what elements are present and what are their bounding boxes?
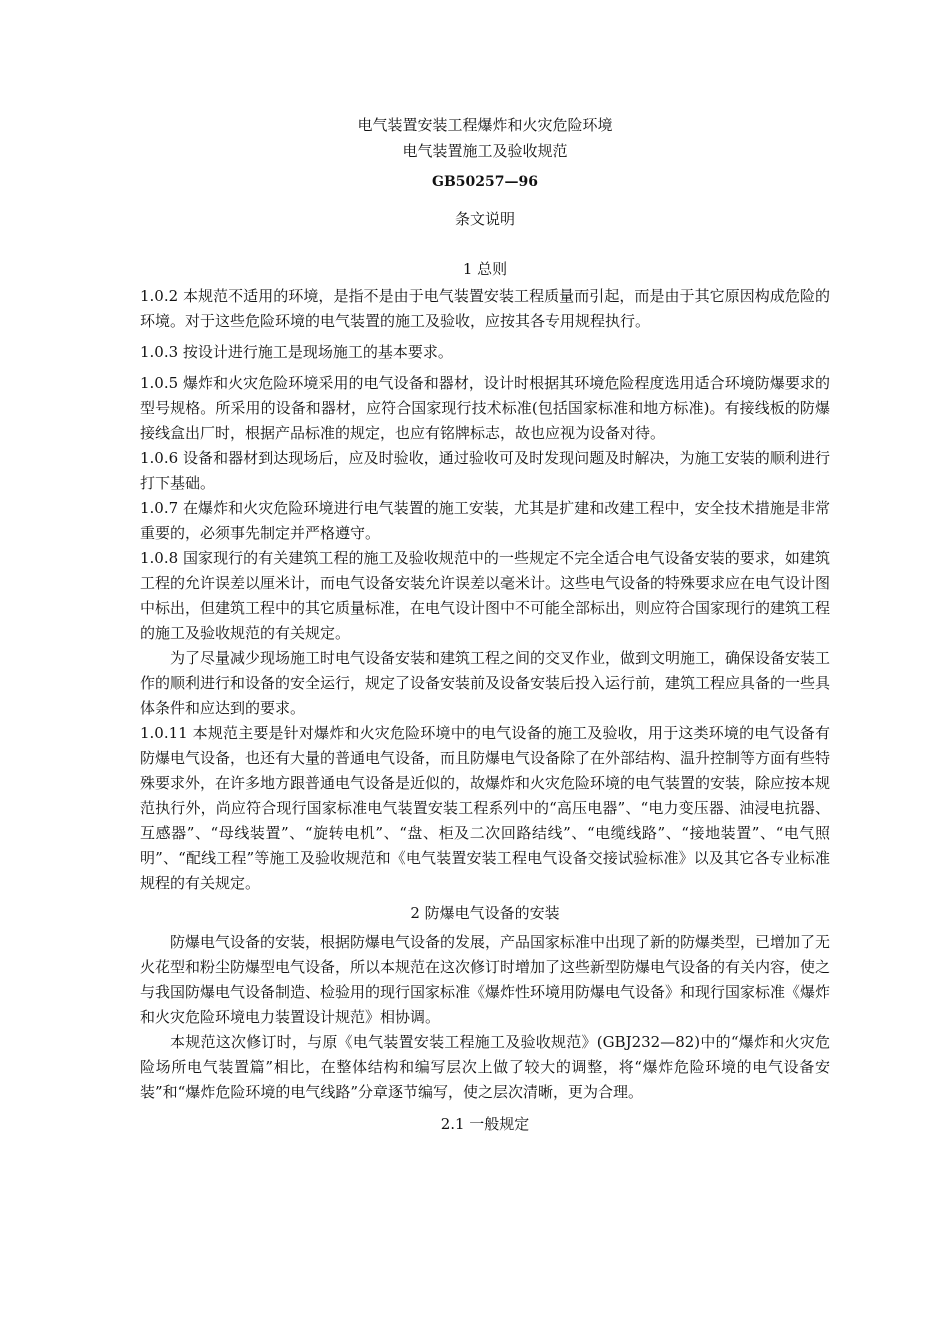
paragraph-2-intro: 防爆电气设备的安装，根据防爆电气设备的发展，产品国家标准中出现了新的防爆类型，已增加了无火花型和粉尘防爆型电气设备，所以本规范在这次修订时增加了这些新型防爆电气设备的有关内容，使之与我国防爆电气设备制造、检验用的现行国家标准《爆炸性环境用防爆电气设备》和现行国家标准《爆炸和火灾危险环境电力装置设计规范》相协调。 (140, 933, 831, 1026)
document-page (140, 112, 830, 1135)
section-1-heading: 1 总则 (462, 260, 508, 278)
paragraph-1-0-11: 1.0.11 本规范主要是针对爆炸和火灾危险环境中的电气设备的施工及验收，用于这类环境的电气设备有防爆电气设备，也还有大量的普通电气设备，而且防爆电气设备除了在外部结构、温升控制等方面有些特殊要求外，在许多地方跟普通电气设备是近似的，故爆炸和火灾危险环境的电气装置的安装，除应按本规范执行外，尚应符合现行国家标准电气装置安装工程系列中的“高压电器”、“电力变压器、油浸电抗器、互感器”、“母线装置”、“旋转电机”、“盘、柜及二次回路结线”、“电缆线路”、“接地装置”、“电气照明”、“配线工程”等施工及验收规范和《电气装置安装工程电气设备交接试验标准》以及其它各专业标准规程的有关规定。 (140, 724, 831, 892)
explanation-heading: 条文说明 (454, 210, 515, 228)
paragraph-2-revision: 本规范这次修订时，与原《电气装置安装工程施工及验收规范》(GBJ232—82)中的“爆炸和火灾危险场所电气装置篇”相比，在整体结构和编写层次上做了较大的调整，将“爆炸危险环境的电气设备安装”和“爆炸危险环境的电气线路”分章逐节编写，使之层次清晰，更为合理。 (140, 1033, 830, 1101)
paragraph-1-0-2: 1.0.2 本规范不适用的环境，是指不是由于电气装置安装工程质量而引起，而是由于其它原因构成危险的环境。对于这些危险环境的电气装置的施工及验收，应按其各专用规程执行。 (140, 287, 830, 330)
paragraph-1-0-5: 1.0.5 爆炸和火灾危险环境采用的电气设备和器材，设计时根据其环境危险程度选用适合环境防爆要求的型号规格。所采用的设备和器材，应符合国家现行技术标准(包括国家标准和地方标准)。有接线板的防爆接线盒出厂时，根据产品标准的规定，也应有铭牌标志，故也应视为设备对待。 (140, 374, 830, 442)
paragraph-1-0-6: 1.0.6 设备和器材到达现场后，应及时验收，通过验收可及时发现问题及时解决，为施工安装的顺利进行打下基础。 (140, 449, 830, 492)
document-title-line2: 电气装置施工及验收规范 (402, 142, 568, 160)
standard-code: GB50257—96 (432, 174, 538, 190)
section-2-heading: 2 防爆电气设备的安装 (410, 904, 560, 922)
paragraph-1-0-3: 1.0.3 按设计进行施工是现场施工的基本要求。 (140, 343, 453, 361)
paragraph-1-0-8-continued: 为了尽量减少现场施工时电气设备安装和建筑工程之间的交叉作业，做到文明施工，确保设备安装工作的顺利进行和设备的安全运行，规定了设备安装前及设备安装后投入运行前，建筑工程应具备的一些具体条件和应达到的要求。 (140, 649, 831, 717)
paragraph-1-0-7: 1.0.7 在爆炸和火灾危险环境进行电气装置的施工安装，尤其是扩建和改建工程中，安全技术措施是非常重要的，必须事先制定并严格遵守。 (140, 499, 830, 542)
section-2-1-heading: 2.1 一般规定 (440, 1115, 530, 1133)
paragraph-1-0-8: 1.0.8 国家现行的有关建筑工程的施工及验收规范中的一些规定不完全适合电气设备安装的要求，如建筑工程的允许误差以厘米计，而电气设备安装允许误差以毫米计。这些电气设备的特殊要求应在电气设计图中标出，但建筑工程中的其它质量标准，在电气设计图中不可能全部标出，则应符合国家现行的建筑工程的施工及验收规范的有关规定。 (140, 549, 831, 642)
document-title-line1: 电气装置安装工程爆炸和火灾危险环境 (357, 116, 613, 134)
